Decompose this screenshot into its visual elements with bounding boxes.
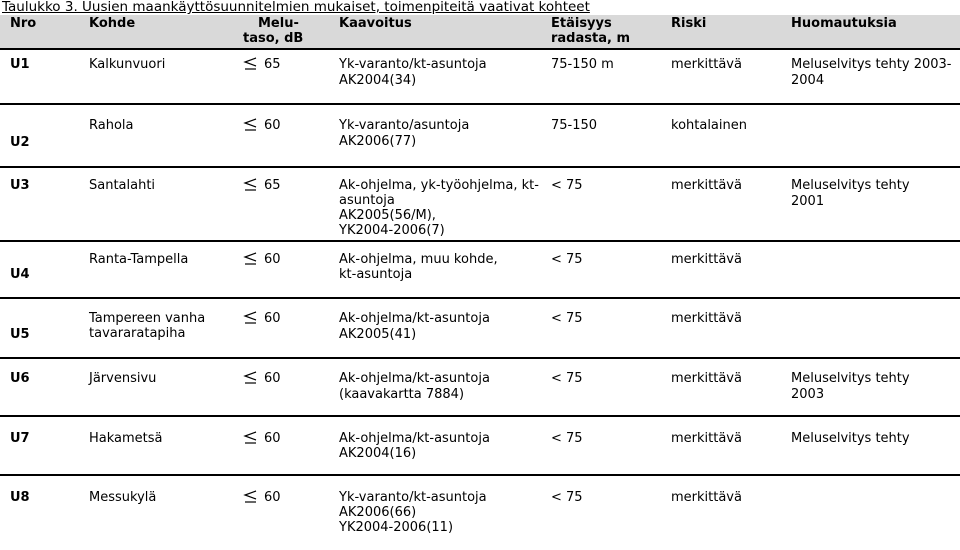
row-divider [0, 240, 960, 242]
row-kaavoitus-line-2: AK2004(34) [339, 73, 417, 88]
row-kaavoitus-line-1: Ak-ohjelma, muu kohde, [339, 252, 498, 267]
row-huomautuksia-line-1: Meluselvitys tehty [791, 178, 910, 193]
row-kaavoitus-line-2: AK2004(16) [339, 446, 417, 461]
column-header-melutaso-2: taso, dB [243, 31, 304, 46]
row-melutaso: 60 [243, 371, 281, 387]
header-divider [0, 48, 960, 50]
column-header-kohde: Kohde [89, 16, 136, 31]
column-header-etaisyys-1: Etäisyys [551, 16, 612, 31]
row-kaavoitus-line-1: Ak-ohjelma/kt-asuntoja [339, 371, 490, 386]
table-header [0, 15, 960, 48]
row-kohde: Järvensivu [89, 371, 157, 386]
row-etaisyys: < 75 [551, 252, 583, 267]
row-melutaso: 60 [243, 490, 281, 506]
less-than-or-equal-icon [243, 252, 258, 265]
row-melutaso: 60 [243, 311, 281, 327]
row-kaavoitus-line-1: Ak-ohjelma, yk-työohjelma, kt- [339, 178, 539, 193]
column-header-melutaso-1: Melu- [258, 16, 299, 31]
row-kaavoitus-line-2: AK2006(77) [339, 134, 417, 149]
row-kaavoitus-line-1: Yk-varanto/kt-asuntoja [339, 57, 487, 72]
row-riski: merkittävä [671, 371, 742, 386]
row-divider [0, 357, 960, 359]
row-kaavoitus-line-2: kt-asuntoja [339, 267, 413, 282]
row-nro: U6 [10, 371, 30, 386]
row-kaavoitus-line-2: asuntoja [339, 193, 395, 208]
row-melutaso: 60 [243, 118, 281, 134]
row-kaavoitus-line-1: Ak-ohjelma/kt-asuntoja [339, 311, 490, 326]
row-kaavoitus-line-1: Yk-varanto/asuntoja [339, 118, 470, 133]
less-than-or-equal-icon [243, 431, 258, 444]
column-header-nro: Nro [10, 16, 37, 31]
row-kaavoitus-line-3: YK2004-2006(11) [339, 520, 454, 535]
row-kohde-line-2: tavararatapiha [89, 326, 186, 341]
row-riski: merkittävä [671, 490, 742, 505]
row-kaavoitus-line-2: AK2005(41) [339, 327, 417, 342]
row-huomautuksia-line-2: 2003 [791, 387, 825, 402]
row-kohde: Messukylä [89, 490, 157, 505]
less-than-or-equal-icon [243, 371, 258, 384]
row-divider [0, 474, 960, 476]
row-huomautuksia-line-2: 2001 [791, 194, 825, 209]
less-than-or-equal-icon [243, 490, 258, 503]
less-than-or-equal-icon [243, 57, 258, 70]
row-kohde: Hakametsä [89, 431, 163, 446]
row-melutaso: 60 [243, 431, 281, 447]
row-etaisyys: < 75 [551, 490, 583, 505]
row-huomautuksia-line-1: Meluselvitys tehty 2003- [791, 57, 952, 72]
less-than-or-equal-icon [243, 118, 258, 131]
row-kaavoitus-line-1: Ak-ohjelma/kt-asuntoja [339, 431, 490, 446]
row-kohde-line-1: Tampereen vanha [89, 311, 206, 326]
row-riski: merkittävä [671, 57, 742, 72]
row-nro: U5 [10, 327, 30, 342]
row-kaavoitus-line-3: AK2005(56/M), [339, 208, 436, 223]
row-riski: merkittävä [671, 311, 742, 326]
row-divider [0, 415, 960, 417]
row-kohde: Kalkunvuori [89, 57, 166, 72]
row-huomautuksia-line-2: 2004 [791, 73, 825, 88]
row-melutaso: 60 [243, 252, 281, 268]
row-melutaso: 65 [243, 178, 281, 194]
column-header-kaavoitus: Kaavoitus [339, 16, 412, 31]
table-caption: Taulukko 3. Uusien maankäyttösuunnitelmien mukaiset, toimenpiteitä vaativat kohteet [2, 0, 590, 15]
row-etaisyys: 75-150 m [551, 57, 614, 72]
row-etaisyys: < 75 [551, 178, 583, 193]
row-divider [0, 103, 960, 105]
row-kaavoitus-line-1: Yk-varanto/kt-asuntoja [339, 490, 487, 505]
row-riski: merkittävä [671, 252, 742, 267]
less-than-or-equal-icon [243, 178, 258, 191]
row-etaisyys: < 75 [551, 311, 583, 326]
row-etaisyys: < 75 [551, 371, 583, 386]
row-riski: merkittävä [671, 431, 742, 446]
row-kohde: Santalahti [89, 178, 156, 193]
column-header-etaisyys-2: radasta, m [551, 31, 630, 46]
row-nro: U8 [10, 490, 30, 505]
row-nro: U3 [10, 178, 30, 193]
column-header-huomautuksia: Huomautuksia [791, 16, 897, 31]
less-than-or-equal-icon [243, 311, 258, 324]
row-kaavoitus-line-4: YK2004-2006(7) [339, 223, 445, 238]
row-huomautuksia: Meluselvitys tehty [791, 431, 910, 446]
row-etaisyys: 75-150 [551, 118, 598, 133]
row-riski: kohtalainen [671, 118, 747, 133]
row-kohde: Rahola [89, 118, 134, 133]
row-nro: U1 [10, 57, 30, 72]
row-nro: U2 [10, 135, 30, 150]
row-nro: U4 [10, 267, 30, 282]
row-kaavoitus-line-2: (kaavakartta 7884) [339, 387, 465, 402]
row-divider [0, 166, 960, 168]
column-header-riski: Riski [671, 16, 707, 31]
row-nro: U7 [10, 431, 30, 446]
row-etaisyys: < 75 [551, 431, 583, 446]
row-divider [0, 297, 960, 299]
row-huomautuksia-line-1: Meluselvitys tehty [791, 371, 910, 386]
row-kohde: Ranta-Tampella [89, 252, 189, 267]
row-riski: merkittävä [671, 178, 742, 193]
row-melutaso: 65 [243, 57, 281, 73]
row-kaavoitus-line-2: AK2006(66) [339, 505, 417, 520]
